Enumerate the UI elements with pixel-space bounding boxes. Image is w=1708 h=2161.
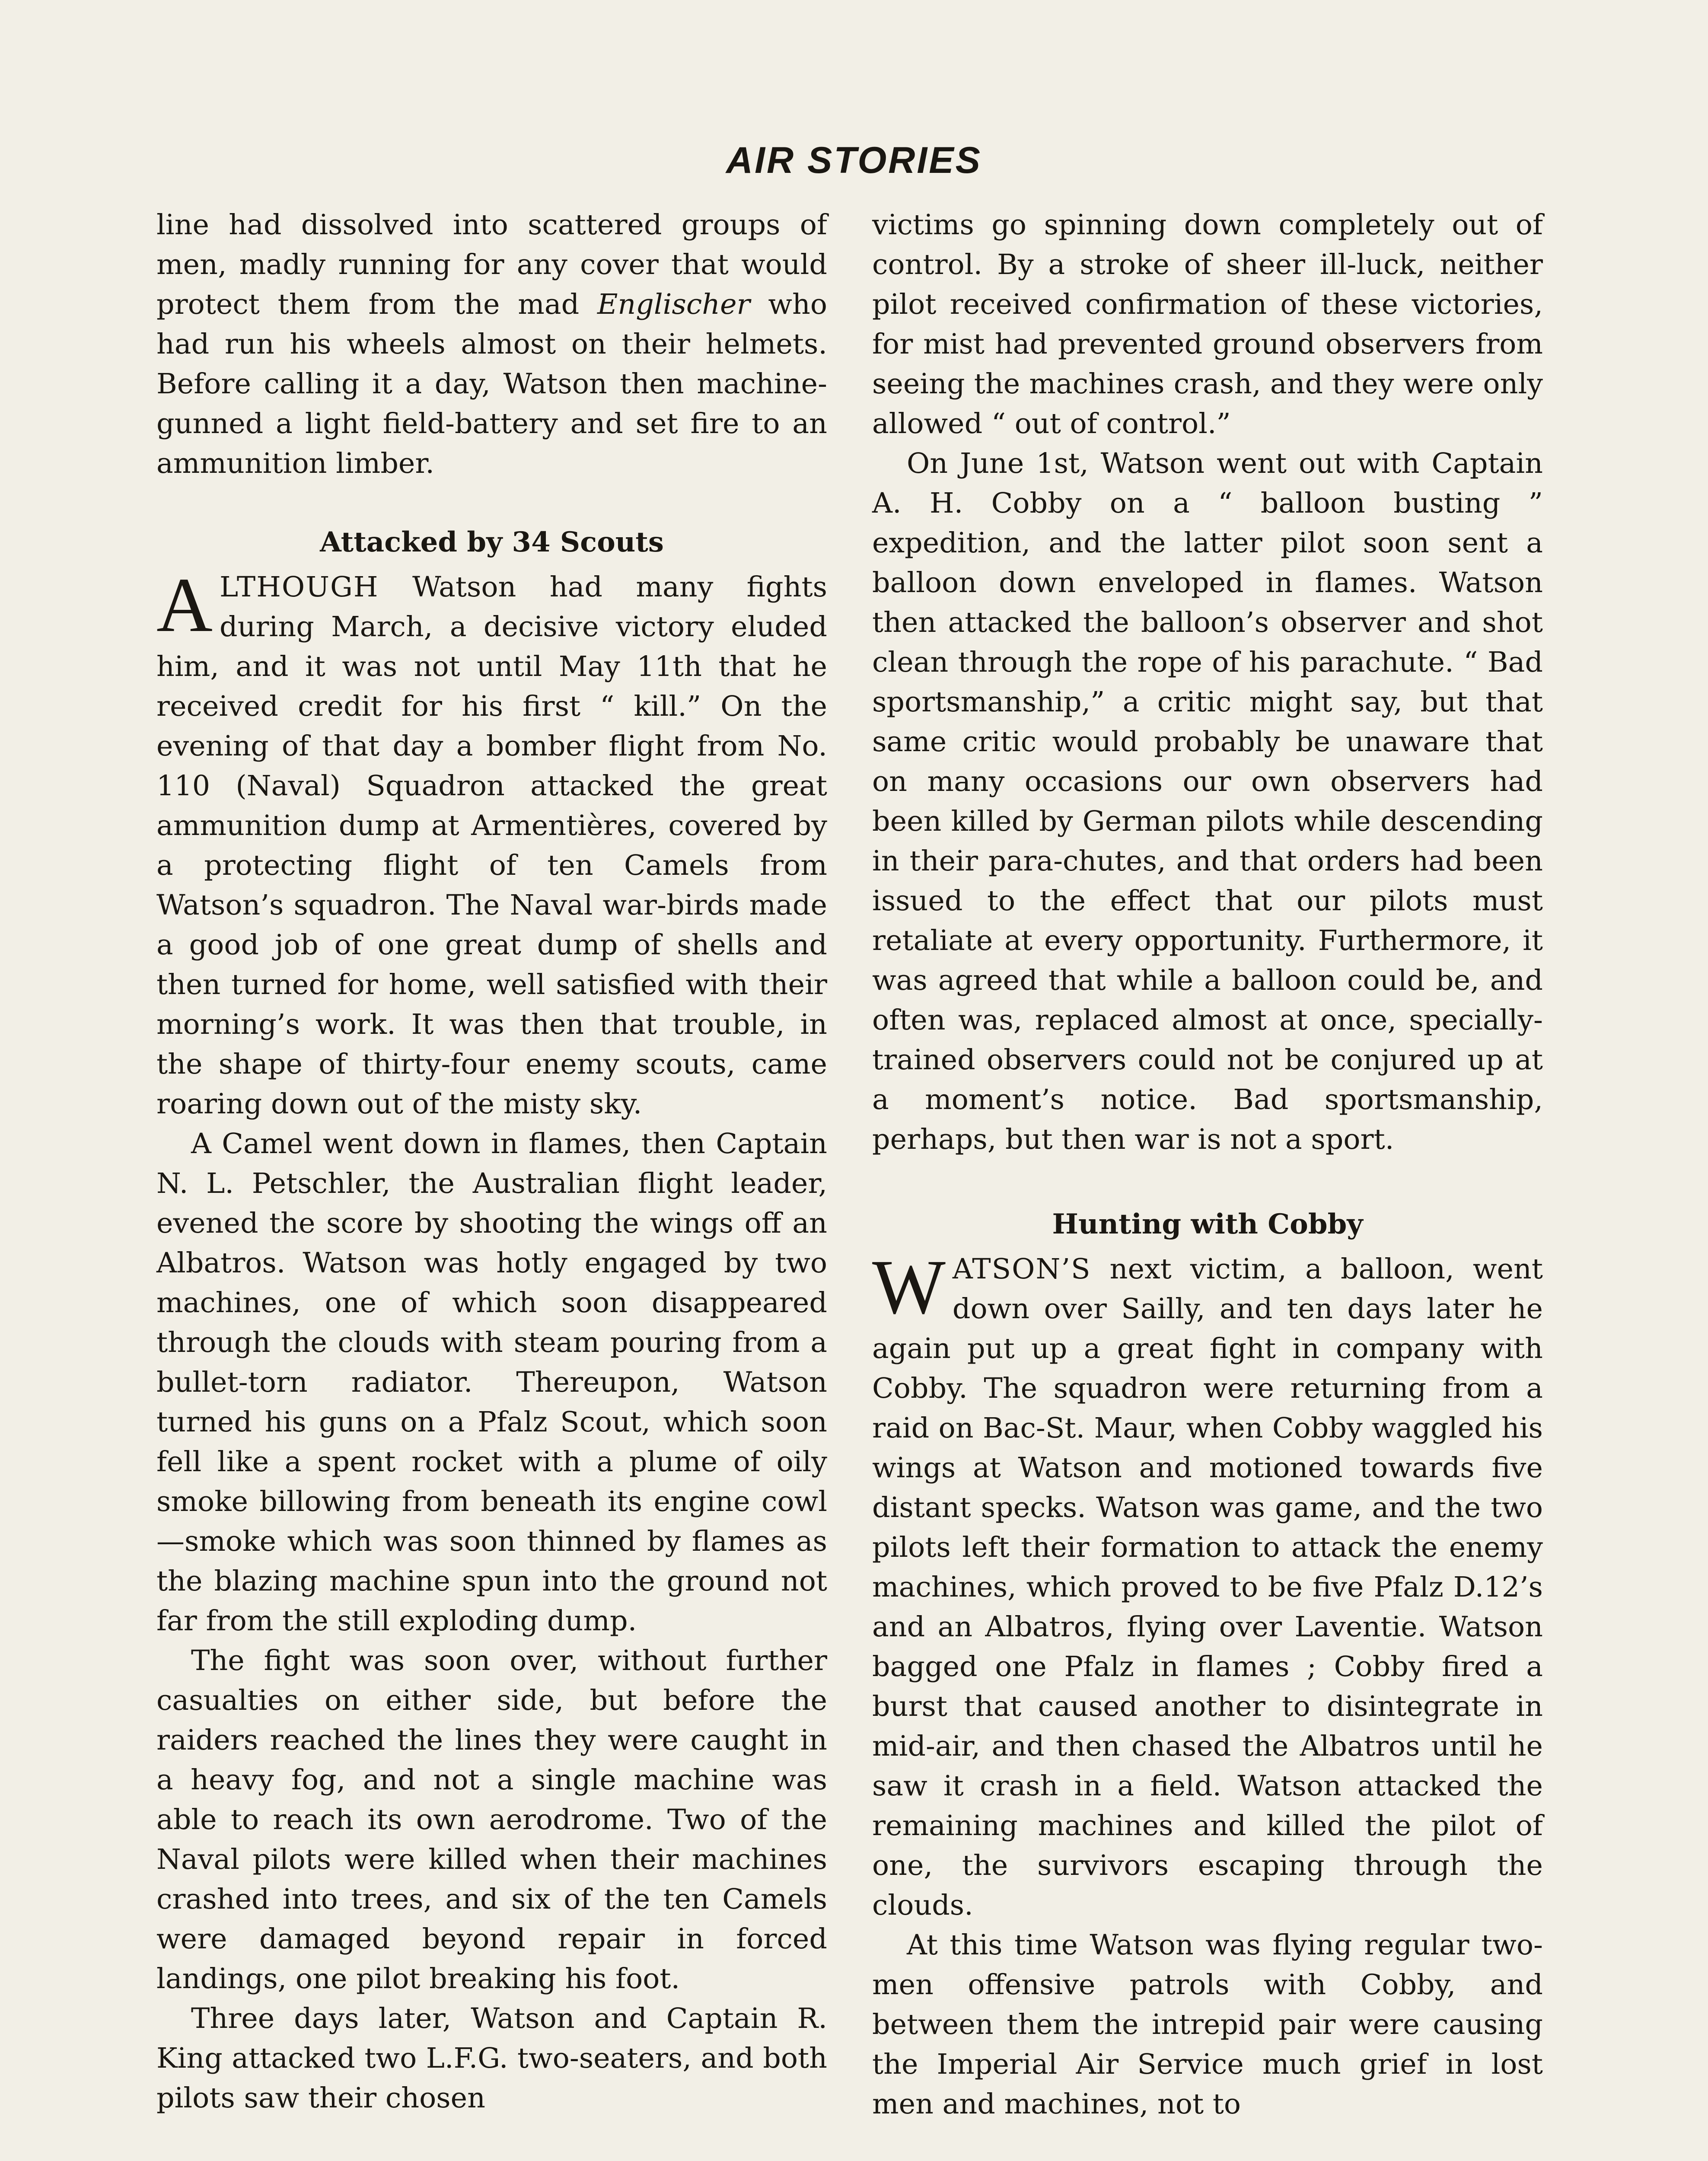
lead-in-caps: LTHOUGH	[220, 571, 379, 603]
paragraph: At this time Watson was flying regular two-men offensive patrols with Cobby, and between them the intrepid pair were causing the Imperial Air Service much grief in lost men and machines, not to	[872, 1929, 1543, 2120]
paragraph: The fight was soon over, without further casualties on either side, but before the raiders reached the lines they were caught in a heavy fog, and not a single machine was able to reach its own aerodrome. Two of the Naval pilots were killed when their machines crashed into trees, and six of the ten Camels were damaged beyond repair in forced landings, one pilot breaking his foot.	[156, 1645, 827, 1995]
page-title: AIR STORIES	[726, 140, 982, 181]
paragraph: Three days later, Watson and Captain R. King attacked two L.F.G. two-seaters, and both pilots saw their chosen	[156, 2002, 827, 2114]
paragraph	[872, 1244, 1543, 1925]
lead-in-caps: ATSON’S	[952, 1253, 1091, 1285]
paragraph: A Camel went down in flames, then Captain N. L. Petschler, the Australian flight leader, evened the score by shooting the wings off an Albatros. Watson was hotly engaged by two machines, one of which soon disappeared through the clouds with steam pouring from a bullet-torn radiator. Thereupon, Watson turned his guns on a Pfalz Scout, which soon fell like a spent rocket with a plume of oily smoke billowing from beneath its engine cowl—smoke which was soon thinned by flames as the blazing machine spun into the ground not far from the still exploding dump.	[156, 1128, 827, 1637]
paragraph-text: next victim, a balloon, went down over Sailly, and ten days later he again put up a great fight in company with Cobby. The squadron were returning from a raid on Bac-St. Maur, when Cobby waggled his wings at Watson and motioned towards five distant specks. Watson was game, and the two pilots left their formation to attack the enemy machines, which proved to be five Pfalz D.12’s and an Albatros, flying over Laventie. Watson bagged one Pfalz in flames ; Cobby fired a burst that caused another to disintegrate in mid-air, and then chased the Albatros until he saw it crash in a field. Watson attacked the remaining machines and killed the pilot of one, the survivors escaping through the clouds.	[872, 1253, 1543, 1922]
paragraph: On June 1st, Watson went out with Captain A. H. Cobby on a “ balloon busting ” expedition, and the latter pilot soon sent a balloon down enveloped in flames. Watson then attacked the balloon’s observer and shot clean through the rope of his parachute. “ Bad sportsmanship,” a critic might say, but that same critic would probably be unaware that on many occasions our own observers had been killed by German pilots while descending in their para-chutes, and that orders had been issued to the effect that our pilots must retaliate at every opportunity. Furthermore, it was agreed that while a balloon could be, and often was, replaced almost at once, specially-trained observers could not be conjured up at a moment’s notice. Bad sportsmanship, perhaps, but then war is not a sport.	[872, 447, 1543, 1156]
paragraph-text: Watson had many fights during March, a decisive victory eluded him, and it was not until May 11th that he received credit for his first “ kill.” On the evening of that day a bomber flight from No. 110 (Naval) Squadron attacked the great ammunition dump at Armentières, covered by a protecting flight of ten Camels from Watson’s squadron. The Naval war-birds made a good job of one great dump of shells and then turned for home, well satisfied with their morning’s work. It was then that trouble, in the shape of thirty-four enemy scouts, came roaring down out of the misty sky.	[156, 571, 827, 1120]
section-heading: Hunting with Cobby	[1052, 1208, 1363, 1240]
drop-cap: A	[156, 562, 213, 648]
paragraph	[156, 562, 827, 1124]
drop-cap: W	[872, 1244, 946, 1330]
paragraph: victims go spinning down completely out of control. By a stroke of sheer ill-luck, neither pilot received confirmation of these victories, for mist had prevented ground observers from seeing the machines crash, and they were only allowed “ out of control.”	[872, 209, 1543, 440]
left-column	[156, 205, 827, 2118]
section-heading: Attacked by 34 Scouts	[320, 526, 664, 558]
paragraph: line had dissolved into scattered groups of men, madly running for any cover that would protect them from the mad Englischer who had run his wheels almost on their helmets. Before calling it a day, Watson then machine-gunned a light field-battery and set fire to an ammunition limber.	[156, 209, 827, 480]
right-column	[872, 205, 1543, 2124]
